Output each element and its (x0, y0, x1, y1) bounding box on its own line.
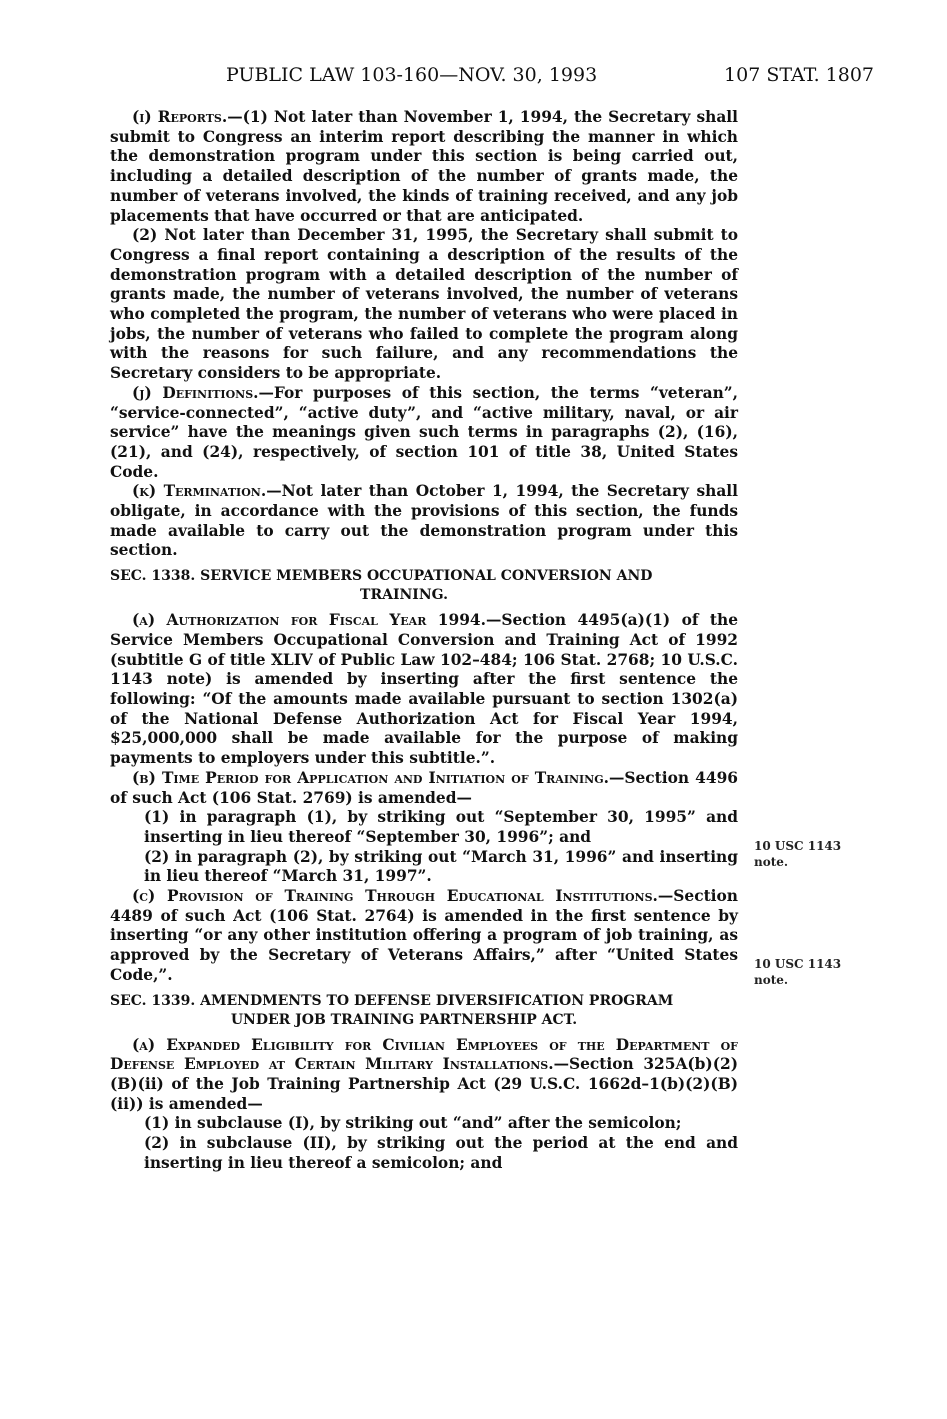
para-1339-a (110, 1036, 738, 1115)
para-1339-a-1: (1) in subclause (I), by striking out “and” after the semicolon; (144, 1114, 682, 1133)
document-body (110, 108, 738, 1173)
section-1339-line2: UNDER JOB TRAINING PARTNERSHIP ACT. (230, 1011, 578, 1028)
section-1338-heading (110, 567, 738, 605)
para-k (110, 482, 738, 561)
margin-note-1 (754, 838, 841, 870)
para-j (110, 384, 738, 483)
para-1338-c-text: —Section 4489 of such Act (106 Stat. 2764) is amended in the first sentence by inserting “or any other institution offering a program of job training, as approved by the Secretary of Veterans Affairs,” after “United States Code,”. (110, 887, 738, 984)
page-header (134, 64, 874, 90)
section-1339-line1: SEC. 1339. AMENDMENTS TO DEFENSE DIVERSIFICATION PROGRAM (110, 992, 674, 1009)
para-i-2: (2) Not later than December 31, 1995, the Secretary shall submit to Congress a final report containing a description of the results of the demonstration program with a detailed description of the number of grants made, the number of veterans involved, the number of veterans who completed the program, the number of veterans who were placed in jobs, the number of veterans who failed to complete the program along with the reasons for such failure, and any recommendations the Secretary considers to be appropriate. (110, 226, 738, 383)
heading-reports: (i) Reports. (132, 108, 228, 126)
para-1338-b (110, 769, 738, 808)
header-title: PUBLIC LAW 103-160—NOV. 30, 1993 (226, 64, 598, 86)
heading-definitions: (j) Definitions. (132, 383, 259, 402)
heading-expanded-eligibility: (a) Expanded Eligibility for Civilian Employees of the Department of Defense Employed at Certain Military Installations. (110, 1035, 738, 1074)
margin-note-1-suffix: note. (754, 855, 789, 869)
para-1338-a-text: —Section 4495(a)(1) of the Service Members Occupational Conversion and Training Act of 1992 (subtitle G of title XLIV of Public Law 102–484; 106 Stat. 2768; 10 U.S.C. 1143 note) is amended by inserting after the first sentence the following: “Of the amounts made available pursuant to section 1302(a) of the National Defense Authorization Act for Fiscal Year 1994, $25,000,000 shall be made available for the purpose of making payments to employers under this subtitle.”. (110, 611, 738, 768)
para-1338-b-1: (1) in paragraph (1), by striking out “September 30, 1995” and inserting in lieu thereof “September 30, 1996”; and (144, 808, 738, 846)
heading-provision-of-training: (c) Provision of Training Through Educational Institutions. (132, 887, 658, 906)
section-1339-heading (110, 992, 738, 1030)
para-1338-a (110, 611, 738, 769)
heading-time-period: (b) Time Period for Application and Initiation of Training. (132, 768, 609, 787)
para-1338-b-2: (2) in paragraph (2), by striking out “March 31, 1996” and inserting in lieu thereof “March 31, 1997”. (144, 847, 738, 886)
para-1338-b-text: —Section 4496 of such Act (106 Stat. 2769) is amended— (110, 768, 738, 807)
margin-note-2-citation: 10 USC 1143 (754, 957, 842, 971)
para-j-text: —For purposes of this section, the terms “veteran”, “service-connected”, “active duty”, and “active military, naval, or air service” have the meanings given such terms in paragraphs (2), (16), (21), and (24), respectively, of section 101 of title 38, United States Code. (110, 383, 738, 481)
para-1339-a-text: —Section 325A(b)(2)(B)(ii) of the Job Training Partnership Act (29 U.S.C. 1662d–1(b)(2)(B)(ii)) is amended— (110, 1055, 738, 1113)
para-1339-a-2: (2) in subclause (II), by striking out the period at the end and inserting in lieu thereof a semicolon; and (144, 1134, 738, 1172)
para-1338-c (110, 887, 738, 986)
header-stat: 107 STAT. 1807 (724, 64, 874, 86)
para-i-1 (110, 108, 738, 226)
para-i-1-text: —(1) Not later than November 1, 1994, the Secretary shall submit to Congress an interim report describing the manner in which the demonstration program under this section is being carried out, including a detailed description of the number of grants made, the number of veterans involved, the kinds of training received, and any job placements that have occurred or that are anticipated. (110, 108, 738, 225)
heading-authorization: (a) Authorization for Fiscal Year 1994. (132, 611, 486, 630)
margin-note-2 (754, 956, 841, 988)
para-k-text: —Not later than October 1, 1994, the Secretary shall obligate, in accordance with the provisions of this section, the funds made available to carry out the demonstration program under this section. (110, 482, 738, 560)
section-1338-line1: SEC. 1338. SERVICE MEMBERS OCCUPATIONAL CONVERSION AND (110, 568, 653, 585)
margin-note-2-suffix: note. (754, 973, 789, 987)
margin-note-1-citation: 10 USC 1143 (754, 839, 842, 853)
section-1338-line2: TRAINING. (360, 587, 448, 604)
heading-termination: (k) Termination. (132, 482, 267, 501)
